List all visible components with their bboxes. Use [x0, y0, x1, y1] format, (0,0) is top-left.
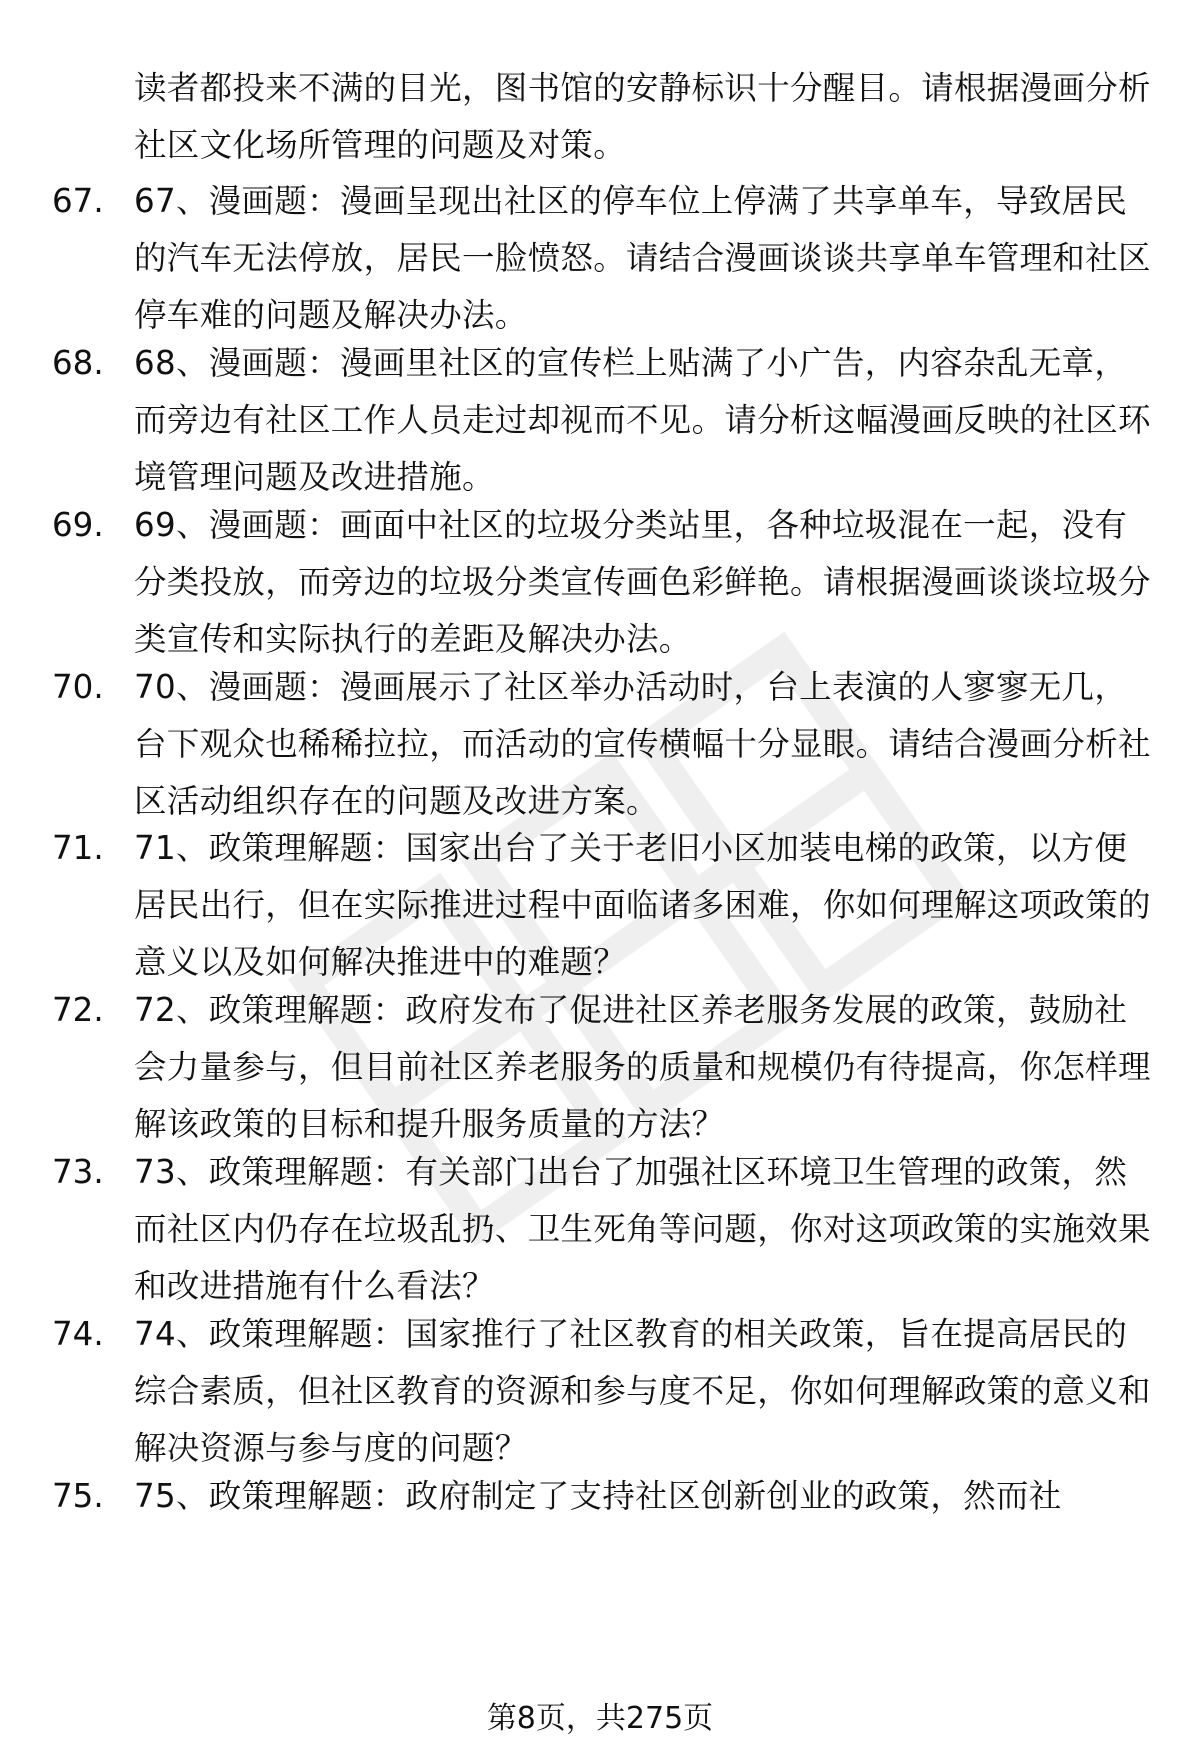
question-number: 73. [52, 1153, 104, 1191]
question-number: 67. [52, 182, 104, 220]
page-footer: 第8页，共275页 [486, 1701, 714, 1736]
question-number: 75. [52, 1477, 104, 1515]
continuation-paragraph: 读者都投来不满的目光，图书馆的安静标识十分醒目。请根据漫画分析社区文化场所管理的问题及对策。 [134, 69, 1151, 164]
question-text: 72、政策理解题：政府发布了促进社区养老服务发展的政策，鼓励社会力量参与，但目前社区养老服务的质量和规模仍有待提高，你怎样理解该政策的目标和提升服务质量的方法？ [134, 991, 1151, 1143]
question-text: 73、政策理解题：有关部门出台了加强社区环境卫生管理的政策，然而社区内仍存在垃圾乱扔、卫生死角等问题，你对这项政策的实施效果和改进措施有什么看法？ [134, 1153, 1151, 1305]
question-text: 75、政策理解题：政府制定了支持社区创新创业的政策，然而社 [134, 1477, 1062, 1515]
question-text: 67、漫画题：漫画呈现出社区的停车位上停满了共享单车，导致居民的汽车无法停放，居民一脸愤怒。请结合漫画谈谈共享单车管理和社区停车难的问题及解决办法。 [134, 182, 1151, 334]
question-number: 69. [52, 506, 104, 544]
question-text: 74、政策理解题：国家推行了社区教育的相关政策，旨在提高居民的综合素质，但社区教育的资源和参与度不足，你如何理解政策的意义和解决资源与参与度的问题？ [134, 1315, 1151, 1467]
question-text: 71、政策理解题：国家出台了关于老旧小区加装电梯的政策，以方便居民出行，但在实际推进过程中面临诸多困难，你如何理解这项政策的意义以及如何解决推进中的难题？ [134, 829, 1151, 981]
question-number: 71. [52, 829, 104, 867]
question-number: 70. [52, 668, 104, 706]
question-number: 74. [52, 1315, 104, 1353]
question-number: 68. [52, 344, 104, 382]
question-text: 69、漫画题：画面中社区的垃圾分类站里，各种垃圾混在一起，没有分类投放，而旁边的垃圾分类宣传画色彩鲜艳。请根据漫画谈谈垃圾分类宣传和实际执行的差距及解决办法。 [134, 506, 1151, 658]
question-text: 70、漫画题：漫画展示了社区举办活动时，台上表演的人寥寥无几，台下观众也稀稀拉拉，而活动的宣传横幅十分显眼。请结合漫画分析社区活动组织存在的问题及改进方案。 [134, 668, 1151, 820]
question-number: 72. [52, 991, 104, 1029]
question-text: 68、漫画题：漫画里社区的宣传栏上贴满了小广告，内容杂乱无章，而旁边有社区工作人员走过却视而不见。请分析这幅漫画反映的社区环境管理问题及改进措施。 [134, 344, 1151, 496]
